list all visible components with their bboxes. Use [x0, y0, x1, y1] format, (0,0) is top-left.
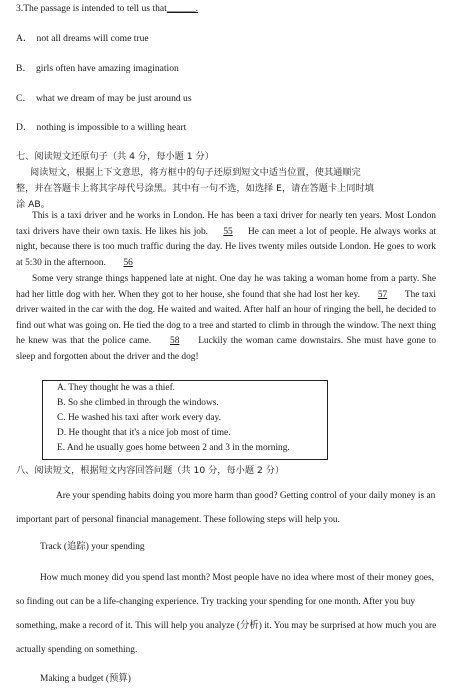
section-7-title: 七、阅读短文还原句子（共 4 分，每小题 1 分） — [16, 151, 214, 162]
option-text: what we dream of may be just around us — [36, 93, 192, 104]
passage-text: This is a taxi driver and he works in London. He has been a taxi driver for nearly ten years. Most London taxi drivers have their own taxis. He likes his job. — [16, 211, 436, 237]
section-7-instruction-2: 整，并在答题卡上将其字母代号涂黑。其中有一句不选，如选择 E，请在答题卡上同时填 — [16, 183, 374, 194]
blank-56: 56 — [123, 257, 133, 268]
option-letter: A． — [16, 33, 33, 44]
passage-paragraph-2 — [16, 272, 436, 366]
section-7-instruction-3: 涂 AB。 — [16, 199, 50, 210]
question-3-stem — [16, 3, 198, 14]
section-7-instruction-1: 阅读短文，根据上下文意思，将方框中的句子还原到短文中适当位置，使其通顺完 — [30, 167, 361, 178]
sentence-option-a: A. They thought he was a thief. — [57, 383, 176, 393]
option-text: nothing is impossible to a willing heart — [36, 122, 187, 133]
option-text: girls often have amazing imagination — [36, 63, 179, 74]
option-d — [16, 119, 186, 133]
question-3-text: 3.The passage is intended to tell us that — [16, 3, 167, 14]
passage-text: He can meet a lot of people. He always works at night, because there is too much traffic during the day. He lives twenty miles outside London. He goes to work at 5:30 in the afternoon. — [16, 226, 436, 268]
paragraph-text: How much money did you spend last month? Most people have no idea where most of their money goes, so finding out can be a life-changing experience. Try tracking your spending for one month. After you buy something, make a record of it. This will help you analyze (分析) it. You may be surprised at how much you are actually spending on something. — [16, 573, 437, 655]
option-b — [16, 60, 179, 74]
sentence-options-box — [42, 380, 328, 460]
passage-paragraph-1 — [16, 209, 436, 271]
option-letter: C． — [16, 93, 32, 104]
blank-57: 57 — [377, 289, 388, 300]
subheading-making-budget: Making a budget (预算) — [40, 674, 131, 684]
subheading-track-spending: Track (追踪) your spending — [40, 542, 145, 552]
sentence-option-d: D. He thought that it's a nice job most of time. — [57, 428, 231, 438]
option-text: not all dreams will come true — [36, 33, 149, 44]
passage-text: The taxi driver waited in the car with the dog. He waited and waited. After half an hour of ringing the bell, he decided to find out what was going on. He tied the dog to a tree and started to climb in through the window. The next thing he knew was that the police came. — [16, 289, 436, 347]
option-a — [16, 30, 149, 44]
section-8-title: 八、阅读短文，根据短文内容回答问题（共 10 分，每小题 2 分） — [16, 465, 285, 476]
blank-55: 55 — [223, 226, 233, 237]
blank-58: 58 — [170, 336, 180, 347]
passage-text: Some very strange things happened late at night. One day he was taking a woman home from a party. She had her little dog with her. When they got to her house, she found that she had lost her key. — [16, 274, 436, 300]
answer-blank: ______. — [166, 3, 198, 14]
option-c — [16, 90, 192, 104]
sentence-option-c: C. He washed his taxi after work every day. — [57, 413, 221, 423]
option-letter: B． — [16, 63, 32, 74]
sentence-option-e: E. And he usually goes home between 2 and 3 in the morning. — [57, 443, 290, 453]
intro-text: Are your spending habits doing you more harm than good? Getting control of your daily money is an important part of personal financial management. These following steps will help you. — [16, 491, 436, 525]
option-letter: D． — [16, 122, 33, 133]
sentence-option-b: B. So she climbed in through the windows. — [57, 398, 219, 408]
track-spending-paragraph — [16, 566, 442, 662]
section-8-intro — [16, 484, 442, 532]
passage-text: Luckily the woman came downstairs. She must have gone to sleep and forgotten about the driver and the dog! — [16, 336, 437, 362]
